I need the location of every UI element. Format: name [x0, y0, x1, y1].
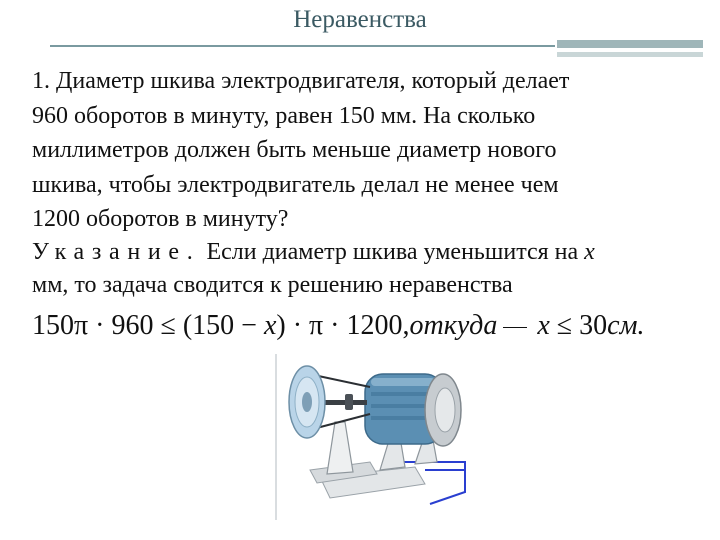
hint-label: Указание. [32, 239, 201, 265]
problem-text [32, 64, 692, 237]
hint-line-1 [32, 236, 692, 269]
hint-variable: x [584, 239, 595, 265]
decor-bar-bottom [557, 52, 703, 57]
decor-bar-top [557, 40, 703, 48]
title-underline [50, 45, 555, 47]
hint-line-2: мм, то задача сводится к решению неравенства [32, 272, 513, 298]
slide-title: Неравенства [293, 6, 427, 33]
hint-line1-text: Если диаметр шкива уменьшится на [200, 239, 585, 265]
problem-line: шкива, чтобы электродвигатель делал не менее чем [32, 171, 559, 198]
formula-middle: ) · π · 1200, [276, 310, 410, 341]
hint-text [32, 236, 692, 302]
formula-word: откуда [409, 310, 498, 341]
formula-underline [503, 327, 527, 328]
formula-var-x2: x [537, 310, 550, 341]
problem-line: миллиметров должен быть меньше диаметр нового [32, 137, 557, 163]
formula-left: 150π · 960 ≤ (150 − [32, 310, 264, 341]
problem-line: 1200 оборотов в минуту? [32, 206, 289, 232]
formula-var-x: x [263, 310, 277, 341]
frame-line [275, 354, 277, 520]
inequality-formula [32, 310, 692, 342]
formula-unit: см. [607, 310, 645, 341]
problem-line: 960 оборотов в минуту, равен 150 мм. На сколько [32, 102, 536, 129]
formula-right: ≤ 30 [549, 310, 608, 341]
problem-line: 1. Диаметр шкива электродвигателя, который делает [32, 68, 570, 94]
electric-motor-with-pulley-icon [275, 352, 470, 520]
